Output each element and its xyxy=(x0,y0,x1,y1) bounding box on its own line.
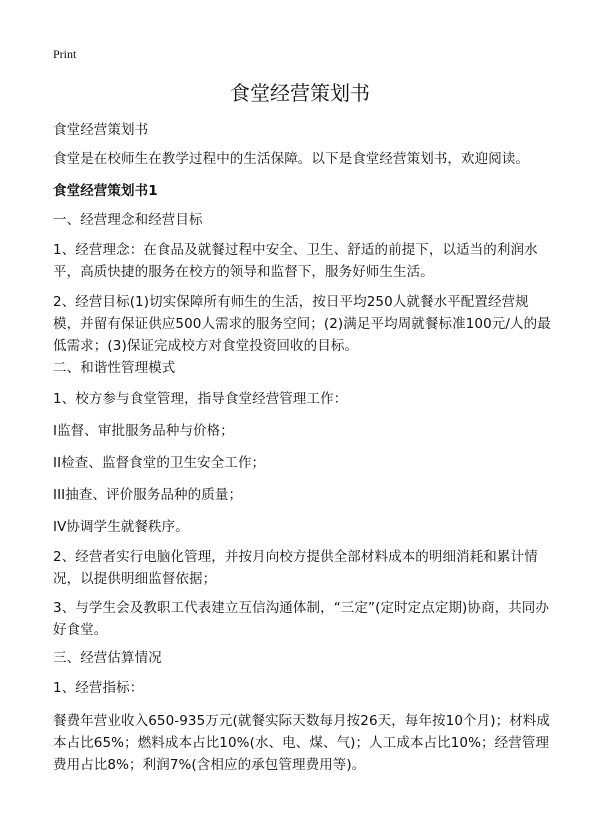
subtitle-paragraph: 食堂经营策划书 xyxy=(53,122,149,138)
paragraph-3: 1、校方参与食堂管理，指导食堂经营管理工作： xyxy=(53,391,348,407)
paragraph-7: 餐费年营业收入650-935万元(就餐实际天数每月按26天，每年按10个月)；材料成本占比65%；燃料成本占比10%(水、电、煤、气)；人工成本占比10%；经营管理费用占比8%；利润7%(含相应的承包管理费用等)。 xyxy=(53,713,550,773)
paragraph-5: 3、与学生会及教职工代表建立互信沟通体制，“三定”(定时定点定期)协商，共同办好食堂。 xyxy=(53,600,550,638)
paragraph-2: 2、经营目标(1)切实保障所有师生的生活，按日平均250人就餐水平配置经营规模，并留有保证供应500人需求的服务空间；(2)满足平均周就餐标准100元/人的最低需求；(3)保证完成校方对食堂投资回收的目标。 xyxy=(53,294,551,354)
intro-paragraph: 食堂是在校师生在教学过程中的生活保障。以下是食堂经营策划书，欢迎阅读。 xyxy=(53,151,529,167)
paragraph-6: 1、经营指标： xyxy=(53,680,144,696)
list-item: I监督、审批服务品种与价格； xyxy=(53,423,234,439)
document-title: 食堂经营策划书 xyxy=(230,81,370,105)
section-heading: 食堂经营策划书1 xyxy=(53,183,158,199)
heading-1: 一、经营理念和经营目标 xyxy=(53,212,203,228)
heading-2: 二、和谐性管理模式 xyxy=(53,360,176,376)
list-item: III抽查、评价服务品种的质量； xyxy=(53,487,243,503)
paragraph-1: 1、经营理念：在食品及就餐过程中安全、卫生、舒适的前提下，以适当的利润水平，高质快捷的服务在校方的领导和监督下，服务好师生生活。 xyxy=(53,242,538,280)
paragraph-4: 2、经营者实行电脑化管理，并按月向校方提供全部材料成本的明细消耗和累计情况，以提供明细监督依据； xyxy=(53,549,538,587)
heading-3: 三、经营估算情况 xyxy=(53,650,162,666)
list-item: II检查、监督食堂的卫生安全工作； xyxy=(53,455,266,471)
list-item: IV协调学生就餐秩序。 xyxy=(53,519,189,535)
print-link[interactable]: Print xyxy=(53,47,77,61)
